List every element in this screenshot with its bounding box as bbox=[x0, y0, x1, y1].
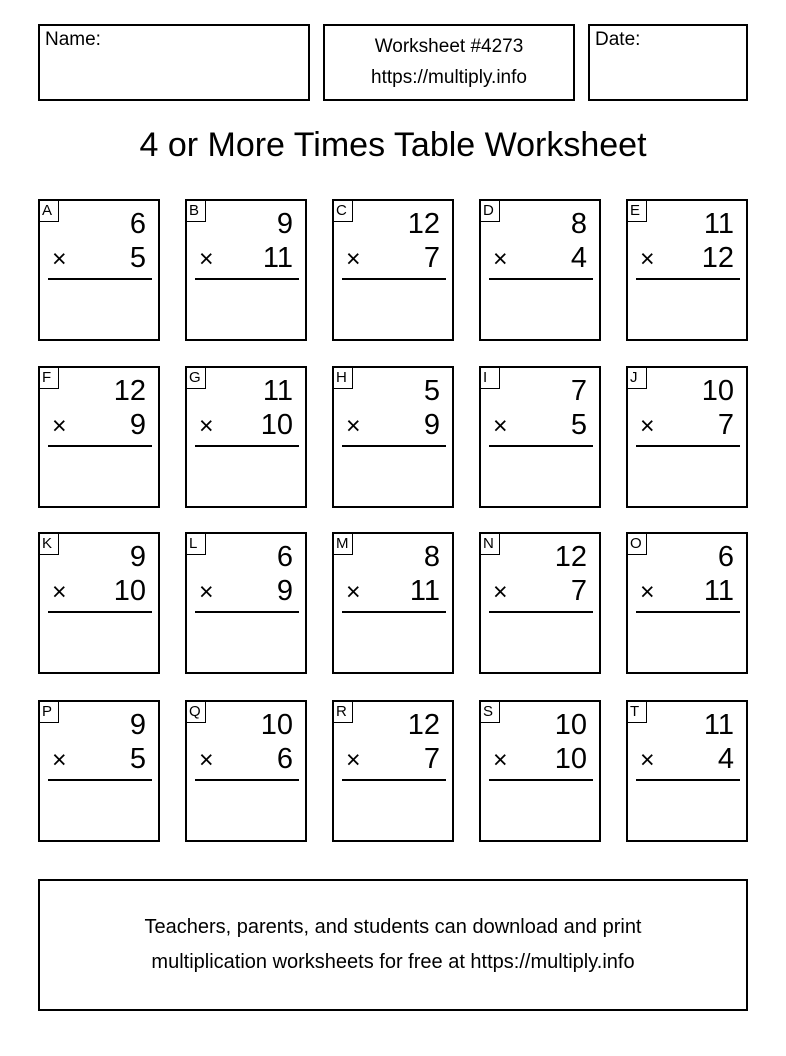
times-sign: × bbox=[346, 746, 361, 774]
multiplier: 4 bbox=[570, 242, 587, 274]
times-sign: × bbox=[199, 746, 214, 774]
footer-text-line-2: multiplication worksheets for free at https://multiply.info bbox=[151, 951, 635, 973]
times-sign: × bbox=[493, 578, 508, 606]
problem-box bbox=[38, 700, 160, 842]
problem-letter: M bbox=[332, 532, 353, 555]
times-sign: × bbox=[493, 412, 508, 440]
multiplicand: 11 bbox=[262, 375, 293, 407]
problem-letter: C bbox=[332, 199, 353, 222]
footer-text-line-1: Teachers, parents, and students can download and print bbox=[144, 916, 642, 938]
multiplier: 4 bbox=[717, 743, 734, 775]
problem-letter: B bbox=[185, 199, 206, 222]
answer-line bbox=[489, 779, 593, 781]
times-sign: × bbox=[346, 245, 361, 273]
problem-letter: A bbox=[38, 199, 59, 222]
multiplicand: 9 bbox=[129, 709, 146, 741]
answer-line bbox=[195, 278, 299, 280]
problem-box bbox=[479, 366, 601, 508]
problem-letter: O bbox=[626, 532, 647, 555]
multiplicand: 10 bbox=[554, 709, 587, 741]
multiplier: 10 bbox=[260, 409, 293, 441]
answer-line bbox=[342, 278, 446, 280]
problem-letter: P bbox=[38, 700, 59, 723]
problem-letter: Q bbox=[185, 700, 206, 723]
answer-line bbox=[48, 278, 152, 280]
problem-letter: K bbox=[38, 532, 59, 555]
multiplicand: 12 bbox=[554, 541, 587, 573]
problem-box bbox=[626, 532, 748, 674]
answer-line bbox=[48, 445, 152, 447]
multiplier: 7 bbox=[717, 409, 734, 441]
page-title: 4 or More Times Table Worksheet bbox=[139, 126, 647, 164]
times-sign: × bbox=[199, 245, 214, 273]
worksheet-info-box bbox=[323, 24, 575, 101]
problem-box bbox=[332, 366, 454, 508]
multiplier: 7 bbox=[423, 242, 440, 274]
answer-line bbox=[195, 779, 299, 781]
problem-letter: I bbox=[479, 366, 500, 389]
answer-line bbox=[636, 611, 740, 613]
answer-line bbox=[342, 779, 446, 781]
times-sign: × bbox=[52, 412, 67, 440]
problem-letter: F bbox=[38, 366, 59, 389]
worksheet-url: https://multiply.info bbox=[371, 67, 527, 88]
answer-line bbox=[636, 278, 740, 280]
answer-line bbox=[342, 445, 446, 447]
multiplicand: 7 bbox=[570, 375, 587, 407]
answer-line bbox=[489, 278, 593, 280]
date-field-box bbox=[588, 24, 748, 101]
times-sign: × bbox=[346, 578, 361, 606]
problem-letter: R bbox=[332, 700, 353, 723]
multiplicand: 8 bbox=[423, 541, 440, 573]
problem-letter: N bbox=[479, 532, 500, 555]
multiplicand: 12 bbox=[407, 709, 440, 741]
problem-letter: S bbox=[479, 700, 500, 723]
times-sign: × bbox=[199, 412, 214, 440]
multiplier: 10 bbox=[113, 575, 146, 607]
problem-box bbox=[479, 199, 601, 341]
multiplier: 12 bbox=[701, 242, 734, 274]
multiplier: 7 bbox=[423, 743, 440, 775]
name-label: Name: bbox=[45, 29, 101, 50]
times-sign: × bbox=[52, 578, 67, 606]
problem-box bbox=[332, 700, 454, 842]
times-sign: × bbox=[640, 245, 655, 273]
worksheet-number: Worksheet #4273 bbox=[374, 36, 524, 57]
problem-box bbox=[626, 199, 748, 341]
multiplicand: 5 bbox=[423, 375, 440, 407]
date-label: Date: bbox=[595, 29, 641, 50]
times-sign: × bbox=[640, 578, 655, 606]
problem-letter: D bbox=[479, 199, 500, 222]
problem-box bbox=[332, 199, 454, 341]
times-sign: × bbox=[493, 245, 508, 273]
footer-box bbox=[38, 879, 748, 1011]
multiplier: 5 bbox=[570, 409, 587, 441]
multiplicand: 9 bbox=[129, 541, 146, 573]
multiplicand: 10 bbox=[701, 375, 734, 407]
problem-box bbox=[38, 199, 160, 341]
multiplicand: 9 bbox=[276, 208, 293, 240]
multiplier: 9 bbox=[423, 409, 440, 441]
problem-box bbox=[332, 532, 454, 674]
problem-letter: L bbox=[185, 532, 206, 555]
multiplier: 11 bbox=[262, 242, 293, 274]
times-sign: × bbox=[52, 746, 67, 774]
multiplicand: 11 bbox=[703, 709, 734, 741]
problem-box bbox=[185, 199, 307, 341]
problem-box bbox=[626, 700, 748, 842]
multiplier: 5 bbox=[129, 242, 146, 274]
problem-letter: H bbox=[332, 366, 353, 389]
multiplicand: 6 bbox=[717, 541, 734, 573]
problem-box bbox=[38, 532, 160, 674]
answer-line bbox=[636, 779, 740, 781]
answer-line bbox=[342, 611, 446, 613]
multiplicand: 12 bbox=[113, 375, 146, 407]
multiplier: 9 bbox=[129, 409, 146, 441]
multiplicand: 6 bbox=[129, 208, 146, 240]
multiplier: 11 bbox=[409, 575, 440, 607]
multiplier: 10 bbox=[554, 743, 587, 775]
times-sign: × bbox=[640, 746, 655, 774]
answer-line bbox=[48, 611, 152, 613]
multiplicand: 10 bbox=[260, 709, 293, 741]
times-sign: × bbox=[346, 412, 361, 440]
answer-line bbox=[636, 445, 740, 447]
problem-letter: T bbox=[626, 700, 647, 723]
problem-letter: E bbox=[626, 199, 647, 222]
multiplier: 5 bbox=[129, 743, 146, 775]
problem-box bbox=[185, 700, 307, 842]
times-sign: × bbox=[493, 746, 508, 774]
multiplicand: 6 bbox=[276, 541, 293, 573]
problem-box bbox=[38, 366, 160, 508]
problem-box bbox=[479, 532, 601, 674]
problem-box bbox=[185, 532, 307, 674]
multiplier: 9 bbox=[276, 575, 293, 607]
times-sign: × bbox=[640, 412, 655, 440]
name-field-box bbox=[38, 24, 310, 101]
times-sign: × bbox=[52, 245, 67, 273]
multiplier: 7 bbox=[570, 575, 587, 607]
answer-line bbox=[195, 611, 299, 613]
problem-box bbox=[185, 366, 307, 508]
answer-line bbox=[48, 779, 152, 781]
answer-line bbox=[195, 445, 299, 447]
multiplier: 11 bbox=[703, 575, 734, 607]
answer-line bbox=[489, 445, 593, 447]
problem-box bbox=[479, 700, 601, 842]
problem-box bbox=[626, 366, 748, 508]
multiplicand: 12 bbox=[407, 208, 440, 240]
multiplier: 6 bbox=[276, 743, 293, 775]
answer-line bbox=[489, 611, 593, 613]
problem-letter: G bbox=[185, 366, 206, 389]
times-sign: × bbox=[199, 578, 214, 606]
multiplicand: 8 bbox=[570, 208, 587, 240]
problem-letter: J bbox=[626, 366, 647, 389]
multiplicand: 11 bbox=[703, 208, 734, 240]
